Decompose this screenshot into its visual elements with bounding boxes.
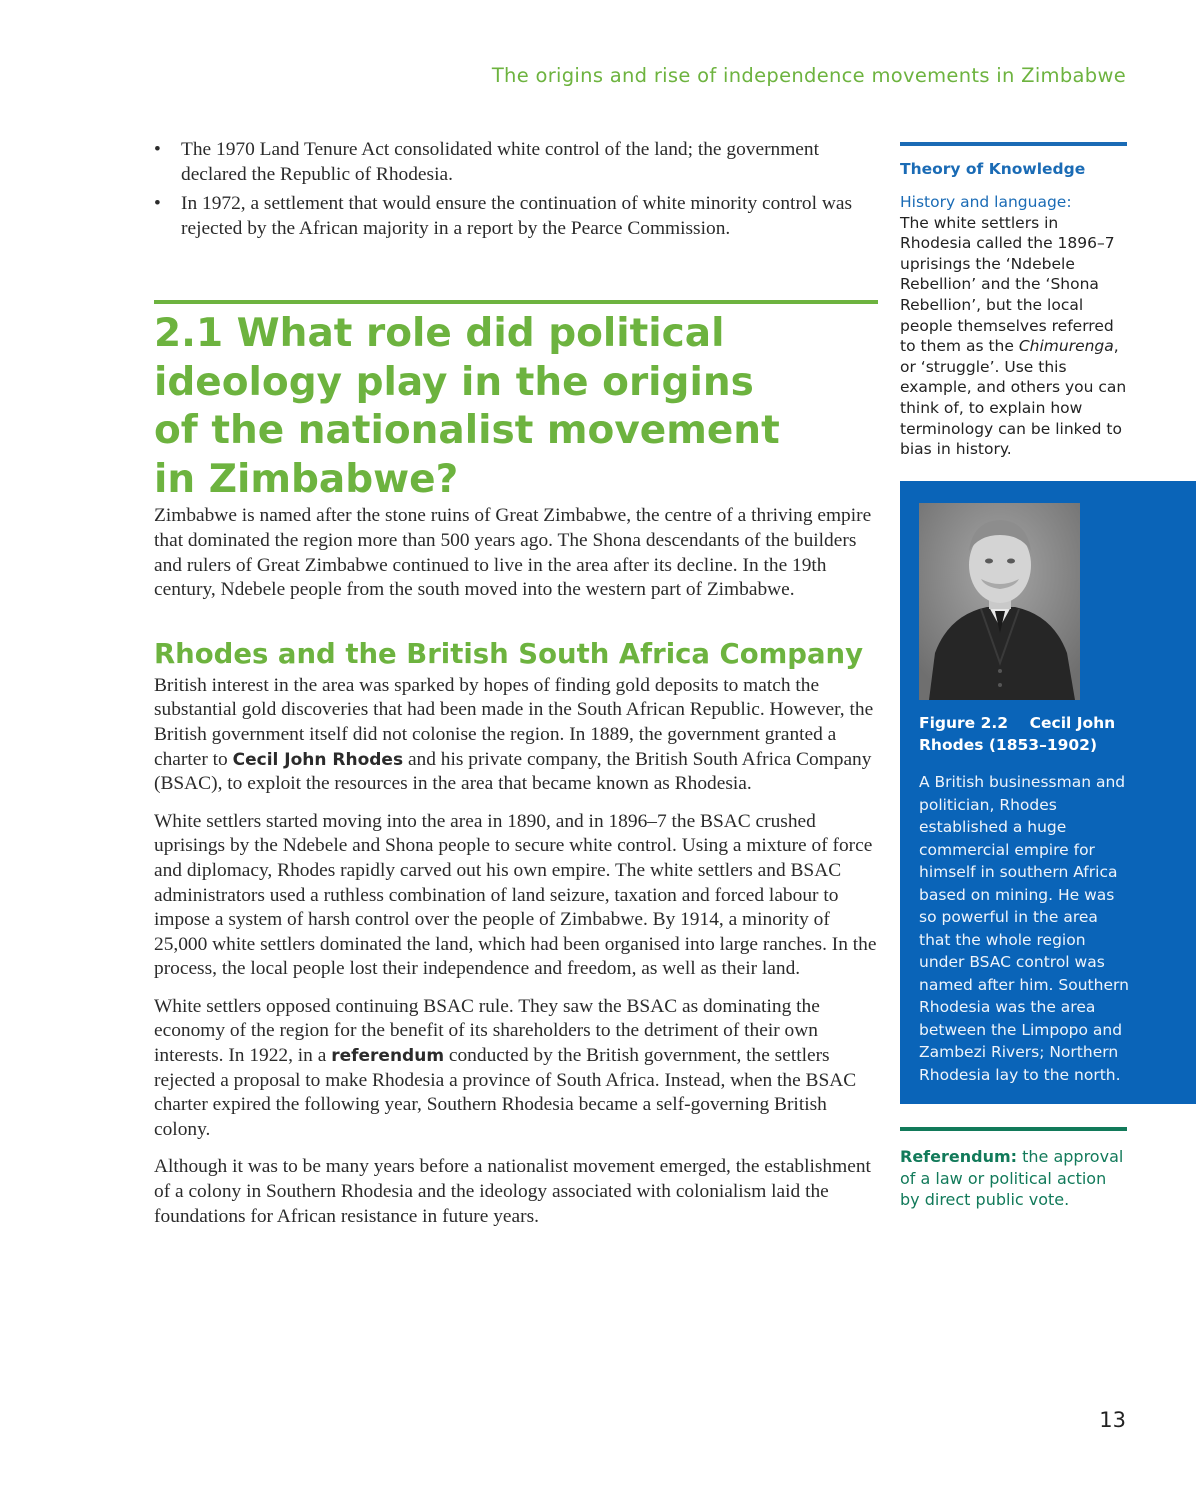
tok-body bbox=[900, 213, 1127, 460]
figure-box bbox=[900, 481, 1196, 1104]
tok-text: , or ‘struggle’. Use this example, and others you can think of, to explain how terminology can be linked to bias in history. bbox=[900, 337, 1127, 459]
glossary-definition: the approval of a law or political action by direct public vote. bbox=[900, 1147, 1124, 1209]
bullet-text: In 1972, a settlement that would ensure the continuation of white minority control was rejected by the African majority in a report by the Pearce Commission. bbox=[181, 193, 852, 239]
paragraph: White settlers started moving into the area in 1890, and in 1896–7 the BSAC crushed uprisings by the Ndebele and Shona people to secure white control. Using a mixture of force and diplomacy, Rhodes rapidly carved out his own empire. The white settlers and BSAC administrators used a ruthless combination of land seizure, taxation and forced labour to impose a system of harsh control over the people of Zimbabwe. By 1914, a minority of 25,000 white settlers dominated the land, which had been organised into large ranches. In the process, the local people lost their independence and freedom, as well as their land. bbox=[154, 810, 877, 980]
tok-italic-term: Chimurenga bbox=[1018, 337, 1114, 356]
figure-body: A British businessman and politician, Rhodes established a huge commercial empire for himself in southern Africa based on mining. He was so powerful in the area that the whole region under BSAC control was named after him. Southern Rhodesia was the area between the Limpopo and Zambezi Rivers; Northern Rhodesia lay to the north. bbox=[919, 773, 1129, 1084]
main-column bbox=[154, 138, 878, 1242]
paragraph: Although it was to be many years before a nationalist movement emerged, the establishment of a colony in Southern Rhodesia and the ideology associated with colonialism laid the foundations for African resistance in future years. bbox=[154, 1156, 871, 1227]
bullet-icon: • bbox=[154, 193, 161, 215]
section-title: 2.1 What role did political ideology play in the origins of the nationalist movement in Zimbabwe? bbox=[154, 311, 780, 502]
list-item bbox=[154, 138, 878, 187]
keyword-referendum: referendum bbox=[331, 1046, 445, 1067]
tok-subtitle: History and language: bbox=[900, 193, 1072, 211]
section-divider bbox=[154, 300, 878, 304]
tok-title: Theory of Knowledge bbox=[900, 160, 1086, 178]
paragraph-text: conducted by the British government, the settlers rejected a proposal to make Rhodesia a province of South Africa. Instead, when the BSAC charter expired the following year, Southern Rhodesia became a self-governing British colony. bbox=[154, 1045, 857, 1140]
page-number: 13 bbox=[1099, 1408, 1126, 1432]
tok-text: The white settlers in Rhodesia called the 1896–7 uprisings the ‘Ndebele Rebellion’ and the ‘Shona Rebellion’, but the local people themselves referred to them as the bbox=[900, 213, 1115, 356]
subheading: Rhodes and the British South Africa Company bbox=[154, 637, 864, 670]
theory-of-knowledge-box bbox=[900, 142, 1127, 460]
glossary-term: Referendum: bbox=[900, 1147, 1018, 1166]
paragraph bbox=[154, 995, 878, 1143]
figure-caption: Figure 2.2 Cecil John Rhodes (1853–1902) bbox=[919, 714, 1121, 754]
paragraph-text: and his private company, the British South Africa Company (BSAC), to exploit the resources in the area that became known as Rhodesia. bbox=[154, 748, 872, 795]
intro-paragraph: Zimbabwe is named after the stone ruins of Great Zimbabwe, the centre of a thriving empire that dominated the region more than 500 years ago. The Shona descendants of the builders and rulers of Great Zimbabwe continued to live in the area after its decline. In the 19th century, Ndebele people from the south moved into the western part of Zimbabwe. bbox=[154, 505, 872, 601]
glossary-box bbox=[900, 1127, 1127, 1211]
keyword-rhodes: Cecil John Rhodes bbox=[232, 749, 404, 770]
paragraph-text: White settlers opposed continuing BSAC rule. They saw the BSAC as dominating the economy of the region for the benefit of its shareholders to the detriment of their own interests. In 1922, in a bbox=[154, 995, 820, 1067]
running-head: The origins and rise of independence movements in Zimbabwe bbox=[491, 64, 1126, 87]
bullet-text: The 1970 Land Tenure Act consolidated white control of the land; the government declared the Republic of Rhodesia. bbox=[181, 139, 819, 185]
list-item bbox=[154, 192, 878, 241]
paragraph bbox=[154, 674, 878, 797]
bullet-list bbox=[154, 138, 878, 241]
bullet-icon: • bbox=[154, 139, 161, 160]
paragraph-text: British interest in the area was sparked by hopes of finding gold deposits to match the substantial gold discoveries that had been made in the South African Republic. However, the British government itself did not colonise the region. In 1889, the government granted a charter to bbox=[154, 674, 874, 770]
portrait-photo bbox=[919, 503, 1080, 700]
